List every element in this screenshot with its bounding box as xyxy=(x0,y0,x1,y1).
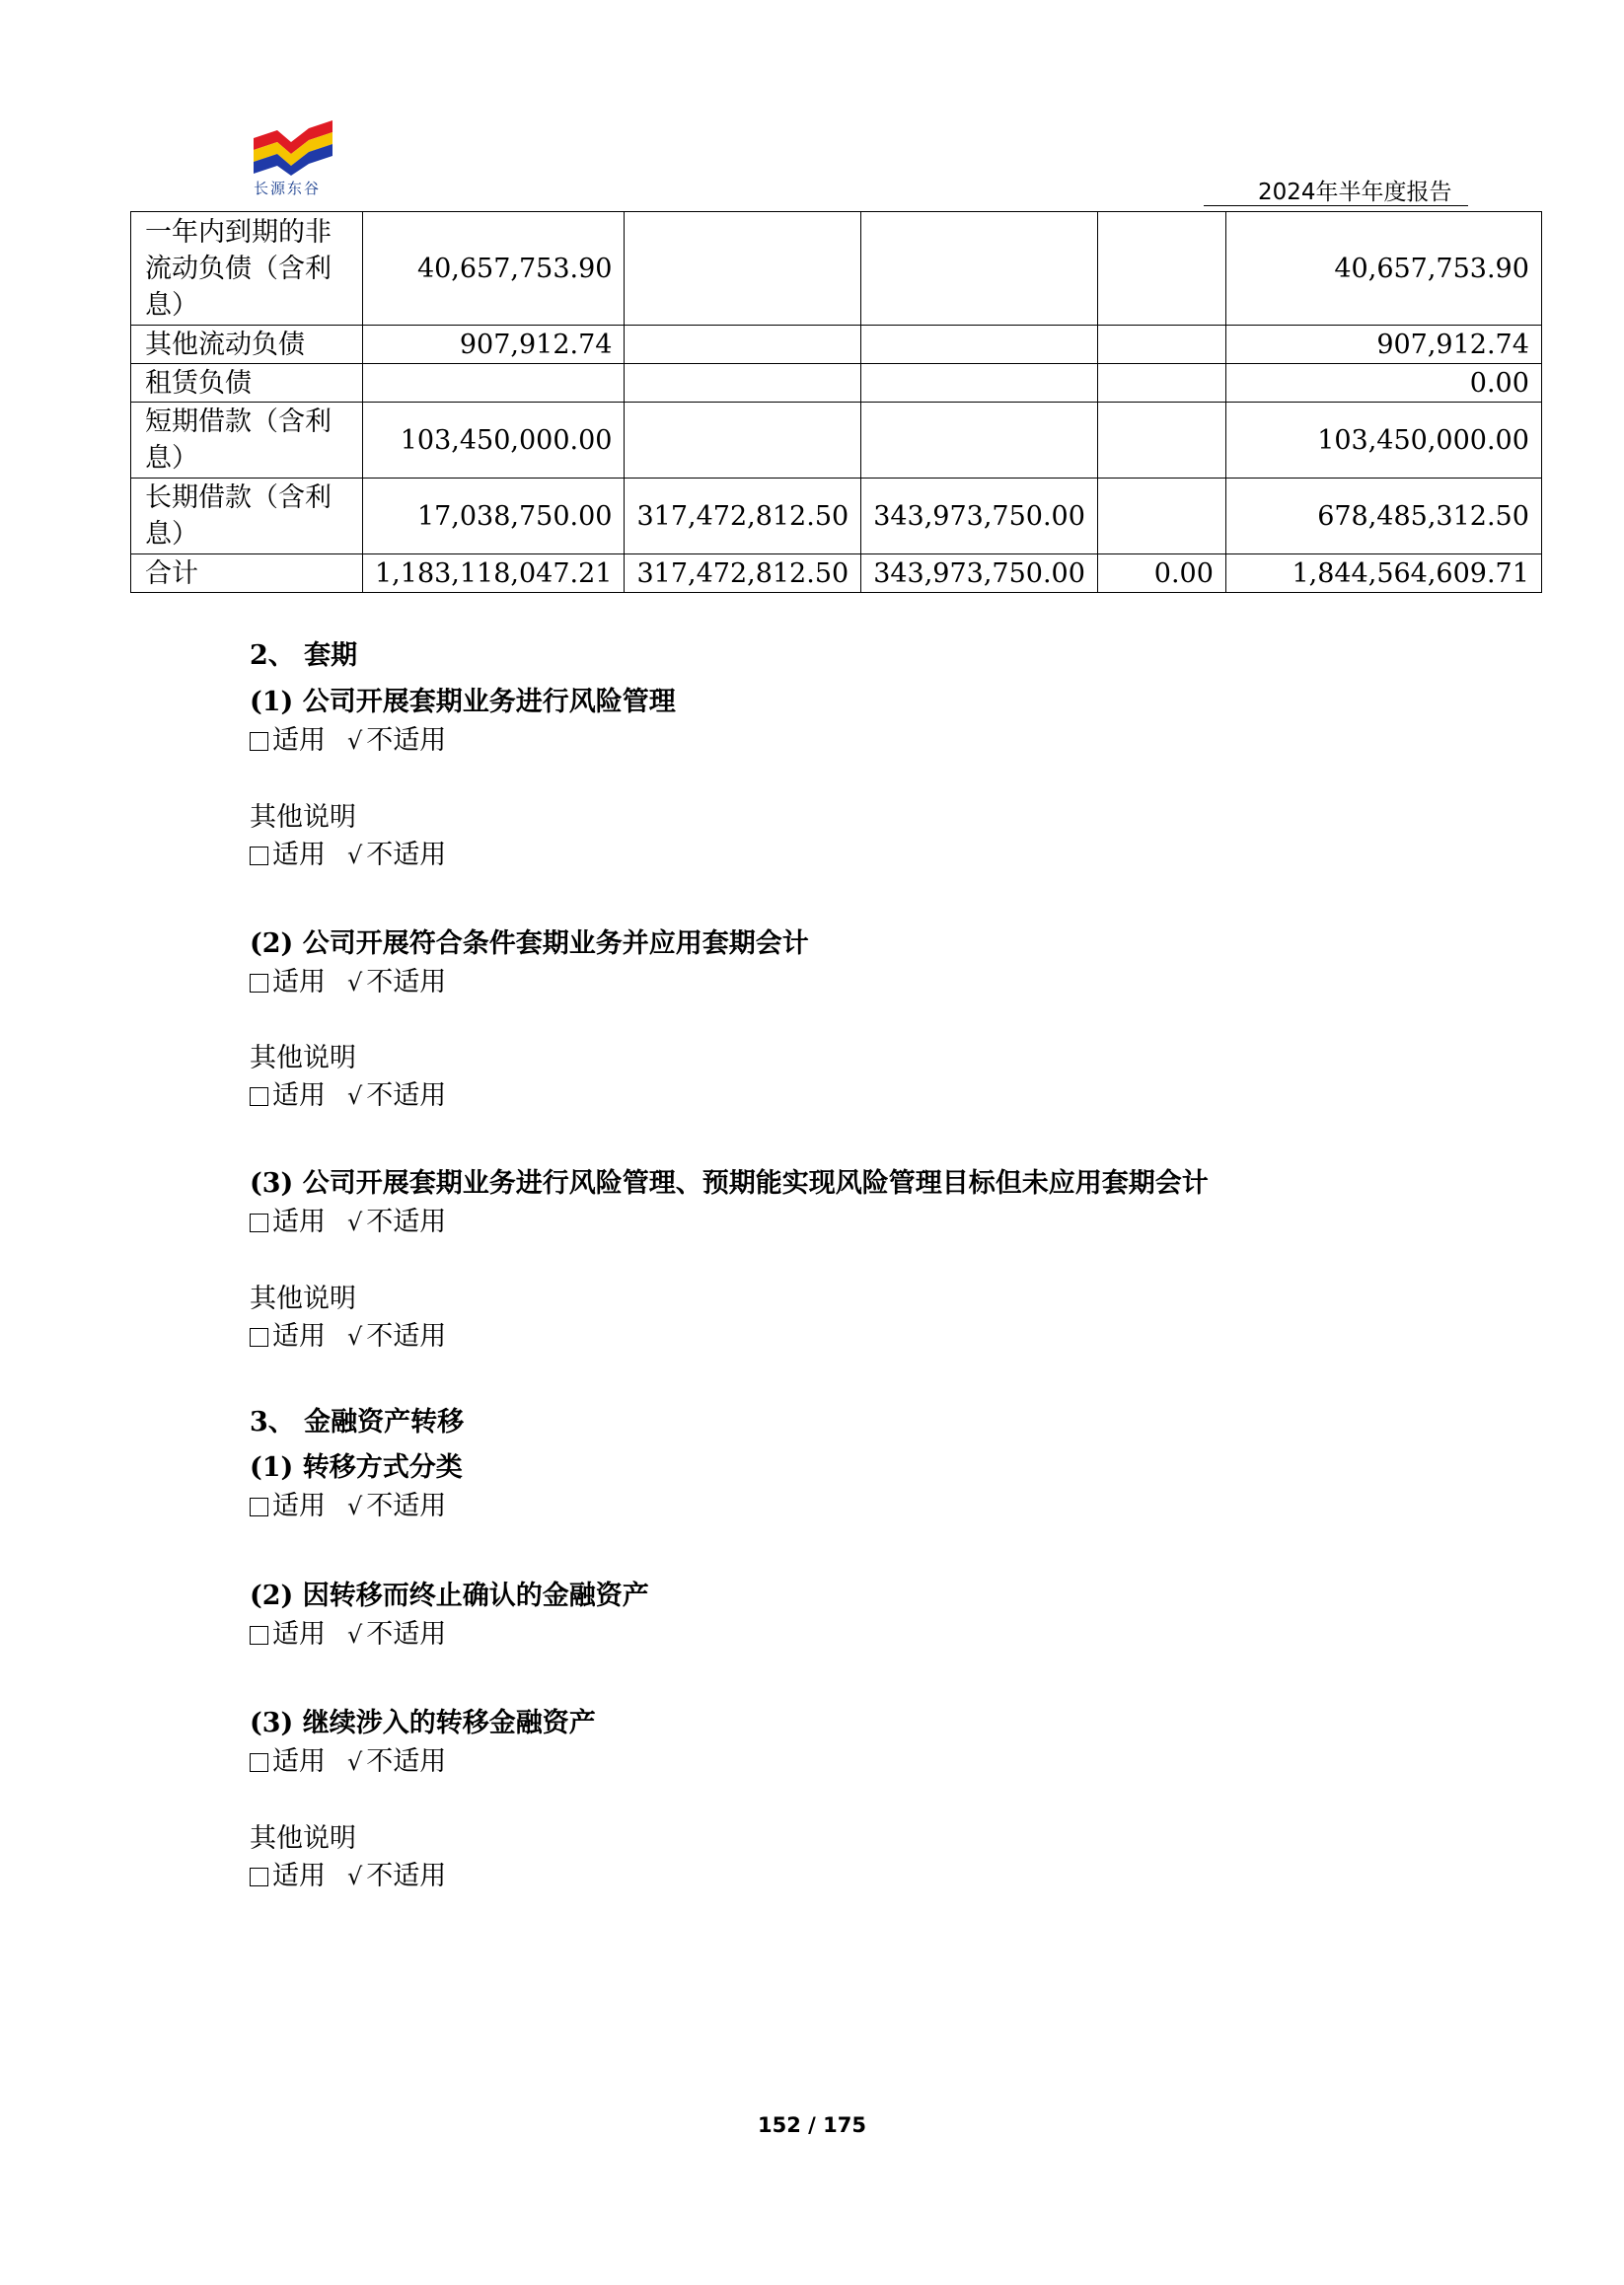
checkbox-empty-icon xyxy=(250,847,268,865)
applicability-option xyxy=(250,1204,1493,1241)
option-not-applicable: 不适用 xyxy=(366,1861,447,1891)
checkbox-empty-icon xyxy=(250,974,268,993)
subsection-heading: (3) 继续涉入的转移金融资产 xyxy=(250,1708,596,1738)
checkbox-empty-icon xyxy=(250,1498,268,1516)
checkmark-icon: √ xyxy=(347,1209,363,1236)
section-heading: 2、 套期 xyxy=(250,640,358,671)
option-applicable: 适用 xyxy=(272,1207,326,1237)
cell-value: 1,844,564,609.71 xyxy=(1225,554,1541,593)
cell-value: 40,657,753.90 xyxy=(363,212,625,326)
logo-text: 长源东谷 xyxy=(254,180,322,197)
applicability-option xyxy=(250,1077,1493,1115)
header-rule xyxy=(1204,205,1468,206)
option-applicable: 适用 xyxy=(272,1491,326,1521)
option-applicable: 适用 xyxy=(272,1321,326,1352)
subsection-heading: (2) 公司开展符合条件套期业务并应用套期会计 xyxy=(250,928,809,959)
subsection-heading: (3) 公司开展套期业务进行风险管理、预期能实现风险管理目标但未应用套期会计 xyxy=(250,1168,1209,1199)
cell-value xyxy=(1097,212,1225,326)
option-not-applicable: 不适用 xyxy=(366,725,447,756)
other-note-4 xyxy=(250,1820,1493,1895)
cell-value: 907,912.74 xyxy=(363,326,625,364)
logo-icon xyxy=(252,116,334,176)
cell-value xyxy=(625,364,861,403)
option-applicable: 适用 xyxy=(272,1080,326,1111)
checkbox-empty-icon xyxy=(250,1328,268,1347)
option-not-applicable: 不适用 xyxy=(366,1746,447,1777)
option-applicable: 适用 xyxy=(272,840,326,870)
other-note-3 xyxy=(250,1281,1493,1356)
note-label: 其他说明 xyxy=(250,1823,356,1854)
option-not-applicable: 不适用 xyxy=(366,1080,447,1111)
table-row-total xyxy=(131,554,1542,593)
table-row xyxy=(131,479,1542,554)
option-not-applicable: 不适用 xyxy=(366,1491,447,1521)
row-label: 长期借款（含利息） xyxy=(131,479,363,554)
subsection-2-1 xyxy=(250,683,1493,760)
cell-value xyxy=(1097,326,1225,364)
applicability-option xyxy=(250,837,1493,874)
table-row xyxy=(131,403,1542,479)
cell-value: 1,183,118,047.21 xyxy=(363,554,625,593)
cell-value xyxy=(861,326,1098,364)
checkbox-empty-icon xyxy=(250,1868,268,1886)
option-not-applicable: 不适用 xyxy=(366,1207,447,1237)
checkmark-icon: √ xyxy=(347,1493,363,1520)
subsection-heading: (2) 因转移而终止确认的金融资产 xyxy=(250,1581,649,1611)
cell-value: 17,038,750.00 xyxy=(363,479,625,554)
section-heading: 3、 金融资产转移 xyxy=(250,1407,465,1437)
option-applicable: 适用 xyxy=(272,725,326,756)
subsection-heading: (1) 转移方式分类 xyxy=(250,1452,463,1483)
option-applicable: 适用 xyxy=(272,967,326,997)
checkmark-icon: √ xyxy=(347,1082,363,1110)
row-label: 租赁负债 xyxy=(131,364,363,403)
table-row xyxy=(131,212,1542,326)
liquidity-table xyxy=(130,211,1542,593)
report-title: 2024年半年度报告 xyxy=(1258,180,1452,205)
cell-value: 678,485,312.50 xyxy=(1225,479,1541,554)
company-logo xyxy=(252,116,334,201)
subsection-3-2 xyxy=(250,1577,1493,1654)
checkmark-icon: √ xyxy=(347,1748,363,1776)
row-label: 其他流动负债 xyxy=(131,326,363,364)
option-applicable: 适用 xyxy=(272,1619,326,1650)
applicability-option xyxy=(250,1743,1493,1781)
other-note-2 xyxy=(250,1040,1493,1115)
row-label: 合计 xyxy=(131,554,363,593)
checkbox-empty-icon xyxy=(250,1087,268,1106)
cell-value: 907,912.74 xyxy=(1225,326,1541,364)
subsection-3-3 xyxy=(250,1704,1493,1781)
cell-value xyxy=(1097,479,1225,554)
option-not-applicable: 不适用 xyxy=(366,1619,447,1650)
row-label: 短期借款（含利息） xyxy=(131,403,363,479)
subsection-2-3 xyxy=(250,1164,1493,1241)
cell-value xyxy=(625,212,861,326)
cell-value xyxy=(625,403,861,479)
section-hedging-title xyxy=(250,636,1493,676)
checkmark-icon: √ xyxy=(347,842,363,869)
checkbox-empty-icon xyxy=(250,1214,268,1232)
cell-value xyxy=(1097,364,1225,403)
applicability-option xyxy=(250,964,1493,1001)
checkmark-icon: √ xyxy=(347,727,363,755)
option-not-applicable: 不适用 xyxy=(366,967,447,997)
cell-value: 0.00 xyxy=(1225,364,1541,403)
subsection-2-2 xyxy=(250,924,1493,1001)
other-note-1 xyxy=(250,799,1493,874)
option-not-applicable: 不适用 xyxy=(366,840,447,870)
applicability-option xyxy=(250,1318,1493,1356)
cell-value: 343,973,750.00 xyxy=(861,479,1098,554)
cell-value xyxy=(625,326,861,364)
table-row xyxy=(131,326,1542,364)
applicability-option xyxy=(250,1616,1493,1654)
cell-value xyxy=(861,403,1098,479)
cell-value: 103,450,000.00 xyxy=(1225,403,1541,479)
cell-value: 317,472,812.50 xyxy=(625,554,861,593)
page-number: 152 / 175 xyxy=(758,2113,866,2137)
checkmark-icon: √ xyxy=(347,1863,363,1890)
section-transfer-title xyxy=(250,1403,1493,1442)
checkbox-empty-icon xyxy=(250,1626,268,1645)
cell-value: 103,450,000.00 xyxy=(363,403,625,479)
option-applicable: 适用 xyxy=(272,1861,326,1891)
cell-value: 40,657,753.90 xyxy=(1225,212,1541,326)
cell-value: 343,973,750.00 xyxy=(861,554,1098,593)
option-not-applicable: 不适用 xyxy=(366,1321,447,1352)
row-label: 一年内到期的非流动负债（含利息） xyxy=(131,212,363,326)
cell-value xyxy=(1097,403,1225,479)
subsection-3-1 xyxy=(250,1448,1493,1525)
checkbox-empty-icon xyxy=(250,1753,268,1772)
checkbox-empty-icon xyxy=(250,732,268,751)
cell-value xyxy=(861,364,1098,403)
applicability-option xyxy=(250,1488,1493,1525)
cell-value xyxy=(861,212,1098,326)
applicability-option xyxy=(250,722,1493,760)
checkmark-icon: √ xyxy=(347,969,363,996)
note-label: 其他说明 xyxy=(250,1043,356,1073)
subsection-heading: (1) 公司开展套期业务进行风险管理 xyxy=(250,687,676,717)
note-label: 其他说明 xyxy=(250,1284,356,1314)
cell-value xyxy=(363,364,625,403)
option-applicable: 适用 xyxy=(272,1746,326,1777)
cell-value: 317,472,812.50 xyxy=(625,479,861,554)
checkmark-icon: √ xyxy=(347,1621,363,1649)
table-row xyxy=(131,364,1542,403)
note-label: 其他说明 xyxy=(250,802,356,833)
applicability-option xyxy=(250,1858,1493,1895)
cell-value: 0.00 xyxy=(1097,554,1225,593)
checkmark-icon: √ xyxy=(347,1323,363,1351)
